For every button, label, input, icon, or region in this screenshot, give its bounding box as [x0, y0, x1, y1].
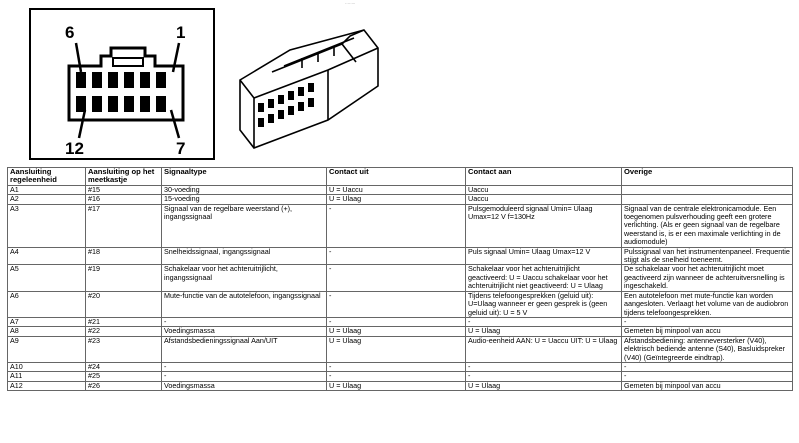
header-cell: Contact uit	[327, 168, 466, 186]
header-cell: Overige	[622, 168, 793, 186]
connector-face-drawing	[31, 10, 213, 158]
cell-other: Gemeten bij minpool van accu	[622, 327, 793, 336]
cell-pin: A8	[8, 327, 86, 336]
table-header-row	[8, 168, 793, 186]
cell-meter: #18	[86, 247, 162, 265]
cell-other: -	[622, 317, 793, 326]
cell-meter: #25	[86, 372, 162, 381]
table-row	[8, 362, 793, 371]
cell-on: Schakelaar voor het achteruitrijlicht geactiveerd: U = Uaccu schakelaar voor het achteruitrijlicht niet geactiveerd: U = Ulaag	[466, 265, 622, 291]
cell-off: U = Ulaag	[327, 381, 466, 390]
cell-meter: #15	[86, 185, 162, 194]
cell-pin: A10	[8, 362, 86, 371]
cell-signal: Voedingsmassa	[162, 327, 327, 336]
cell-pin: A5	[8, 265, 86, 291]
table-row	[8, 327, 793, 336]
cell-off: U = Ulaag	[327, 336, 466, 362]
cell-other: Afstandsbediening: antenneversterker (V40), elektrisch bediende antenne (S40), Basluidspreker (V40) (Geïntegreerde eindtrap).	[622, 336, 793, 362]
cell-pin: A2	[8, 195, 86, 204]
cell-signal: -	[162, 372, 327, 381]
cell-pin: A6	[8, 291, 86, 317]
header-cell: Signaaltype	[162, 168, 327, 186]
cell-signal: Signaal van de regelbare weerstand (+), ingangssignaal	[162, 204, 327, 247]
header-cell: Contact aan	[466, 168, 622, 186]
cell-signal: Afstandsbedieningssignaal Aan/UIT	[162, 336, 327, 362]
pin-label-12: 12	[65, 139, 84, 158]
header-cell: Aansluiting op het meetkastje	[86, 168, 162, 186]
pin-label-7: 7	[176, 139, 186, 158]
cell-on: Uaccu	[466, 195, 622, 204]
cell-on: U = Ulaag	[466, 327, 622, 336]
cell-on: -	[466, 362, 622, 371]
connector-figure	[0, 0, 799, 170]
cell-pin: A3	[8, 204, 86, 247]
cell-on: Uaccu	[466, 185, 622, 194]
cell-on: U = Ulaag	[466, 381, 622, 390]
cell-pin: A9	[8, 336, 86, 362]
cell-off: U = Ulaag	[327, 195, 466, 204]
cell-meter: #24	[86, 362, 162, 371]
cell-signal: 30-voeding	[162, 185, 327, 194]
cell-other: Pulssignaal van het instrumentenpaneel. Frequentie stijgt als de snelheid toeneemt.	[622, 247, 793, 265]
cell-other: Signaal van de centrale elektronicamodule. Een toegenomen pulsverhouding geeft een grotere verlichting. (Als er geen signaal van de regelbare weerstand is, is er een maximale verlichting in de audiomodule)	[622, 204, 793, 247]
cell-off: -	[327, 265, 466, 291]
cell-signal: -	[162, 317, 327, 326]
cell-signal: Snelheidssignaal, ingangssignaal	[162, 247, 327, 265]
cell-meter: #17	[86, 204, 162, 247]
cell-off: -	[327, 317, 466, 326]
cell-other: -	[622, 372, 793, 381]
cell-signal: Mute-functie van de autotelefoon, ingangssignaal	[162, 291, 327, 317]
cell-off: U = Uaccu	[327, 185, 466, 194]
cell-off: -	[327, 362, 466, 371]
table-row	[8, 372, 793, 381]
cell-other	[622, 185, 793, 194]
table-row	[8, 195, 793, 204]
cell-other: Gemeten bij minpool van accu	[622, 381, 793, 390]
cell-off: -	[327, 372, 466, 381]
cell-on: Pulsgemoduleerd signaal Umin= Ulaag Umax=12 V f=130Hz	[466, 204, 622, 247]
pin-label-6: 6	[65, 23, 75, 42]
cell-other: Een autotelefoon met mute-functie kan worden aangesloten. Verlaagt het volume van de audiobron tijdens telefoongesprekken.	[622, 291, 793, 317]
cell-meter: #19	[86, 265, 162, 291]
table-row	[8, 265, 793, 291]
cell-other: -	[622, 362, 793, 371]
table-row	[8, 247, 793, 265]
cell-other	[622, 195, 793, 204]
table-row	[8, 204, 793, 247]
cell-meter: #20	[86, 291, 162, 317]
cell-off: U = Ulaag	[327, 327, 466, 336]
header-cell: Aansluiting regeleenheid	[8, 168, 86, 186]
table-row	[8, 381, 793, 390]
table-row	[8, 336, 793, 362]
cell-meter: #26	[86, 381, 162, 390]
cell-on: Audio-eenheid AAN: U = Uaccu UIT: U = Ulaag	[466, 336, 622, 362]
pin-assignment-table	[7, 167, 793, 391]
cell-signal: Voedingsmassa	[162, 381, 327, 390]
cell-pin: A4	[8, 247, 86, 265]
cell-pin: A12	[8, 381, 86, 390]
figure-stamp: ……..	[345, 0, 356, 5]
cell-other: De schakelaar voor het achteruitrijlicht moet geactiveerd zijn wanneer de achteruitversnelling is ingeschakeld.	[622, 265, 793, 291]
cell-pin: A11	[8, 372, 86, 381]
connector-3d-drawing	[232, 8, 382, 158]
cell-signal: 15-voeding	[162, 195, 327, 204]
cell-meter: #16	[86, 195, 162, 204]
cell-meter: #21	[86, 317, 162, 326]
cell-pin: A7	[8, 317, 86, 326]
table-row	[8, 185, 793, 194]
cell-meter: #22	[86, 327, 162, 336]
cell-signal: Schakelaar voor het achteruitrijlicht, ingangssignaal	[162, 265, 327, 291]
pinout-diagram	[29, 8, 215, 160]
cell-on: Puls signaal Umin= Ulaag Umax=12 V	[466, 247, 622, 265]
cell-off: -	[327, 204, 466, 247]
cell-on: Tijdens telefoongesprekken (geluid uit): U=Ulaag wanneer er geen gesprek is (geen geluid uit): U = 5 V	[466, 291, 622, 317]
cell-on: -	[466, 317, 622, 326]
pin-label-1: 1	[176, 23, 186, 42]
cell-meter: #23	[86, 336, 162, 362]
cell-on: -	[466, 372, 622, 381]
cell-off: -	[327, 247, 466, 265]
cell-signal: -	[162, 362, 327, 371]
table-row	[8, 291, 793, 317]
cell-off: -	[327, 291, 466, 317]
table-row	[8, 317, 793, 326]
cell-pin: A1	[8, 185, 86, 194]
